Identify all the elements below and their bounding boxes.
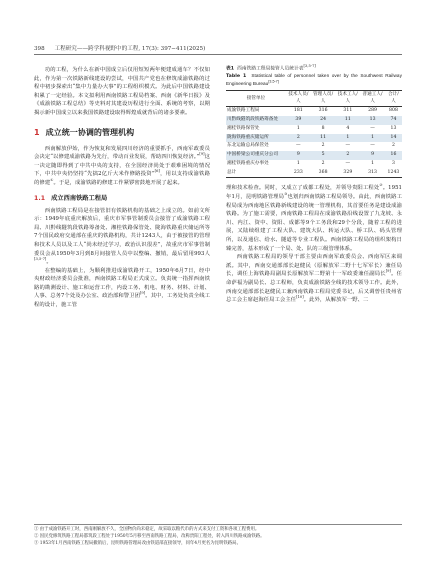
footnote-marker: ①	[50, 178, 54, 183]
table-cell-value: 368	[311, 169, 336, 178]
citation: [6]	[154, 169, 160, 174]
table-cell-value: 1	[296, 161, 300, 167]
section-1-1-paragraph-a	[34, 207, 210, 267]
right-column	[226, 66, 402, 305]
text-run: 理和技术检查。同时，又成立了成都工程处，并领导贵阳工程处	[226, 185, 380, 192]
table-cell-value: 9	[286, 151, 311, 160]
text-run: 。其中，工务处负责全线工程的设计，施工管	[34, 293, 210, 309]
intro-paragraph: 功的工程，为什么在新中国成立后仅用短短两年便建成通车？不仅如此，作为第一次铁路新线建设的尝试，中国共产党也在修筑成渝铁路的过程中初步探索出“集中力量办大事”的工程组织模式。为此后中国铁路建设积累了一定经验。本文拟利用西南铁路工程局档案、西南《新华日报》及《成渝铁路工程总结》等史料对其建设历程进行全面、系统的考察，以期揭示新中国成立以来我国铁路建设取得辉煌成就背后的诸多要素。	[34, 67, 210, 116]
table-cell-value: 2	[335, 151, 360, 160]
table-cell-value: 1243	[385, 169, 402, 178]
text-run: 。任命萨福为副局长、总工程师，负责成渝铁路全线的技术领导工作。此外，西南交通部部长赵健民工兼西南铁路工程局党委书记，后又调曾任贵州省总工会主席赵海任局工会主任	[226, 271, 402, 304]
table-row	[226, 169, 402, 178]
section-1-1-number: 1.1	[34, 194, 46, 202]
table-cell-value: 2	[321, 161, 325, 167]
right-paragraph-2	[226, 253, 402, 305]
table-cell-value: 8	[321, 125, 325, 131]
table-row	[226, 142, 402, 151]
table-cell-value: 313	[360, 169, 385, 178]
header-rule	[34, 54, 402, 55]
journal-citation: 工程研究——跨学科视野中的工程, 17(3): 397−411(2025)	[54, 46, 206, 52]
table-row	[226, 116, 402, 125]
table-cell-value: 1	[296, 125, 300, 131]
section-1-heading	[34, 127, 210, 139]
table-cell-unit: 湘桂铁路重庆办事处	[227, 161, 269, 167]
table-cell-value: 11	[311, 134, 336, 143]
section-1-title: 成立统一协调的管理机构	[45, 127, 135, 137]
right-paragraph-1	[226, 184, 402, 253]
table-caption-cn	[226, 66, 402, 73]
table-header-cell: 技术人员/人	[286, 91, 311, 107]
table-cell-value: —	[370, 143, 375, 149]
page-number: 398	[34, 46, 45, 52]
footnote-3: ③ 1953年1月西南铁路工程局撤销后，昆明铁路管理局改由铁道部直接领导，同年4月更名为昆明铁路局。	[34, 541, 241, 546]
table-cell-value: —	[345, 161, 351, 167]
table-label-en: Table 1	[226, 74, 247, 80]
table-cell-value: 2	[286, 134, 311, 143]
table-header-cell: 接管单位	[226, 91, 286, 107]
citation: [3,5-7]	[34, 257, 47, 262]
table-cell-value: 13	[390, 125, 397, 131]
section-1-1-heading	[34, 194, 210, 203]
running-header	[34, 44, 402, 52]
table-cell-unit: 川黔线隧筑段铁路筹备处	[226, 116, 286, 125]
table-row	[226, 134, 402, 143]
table-cell-value: 1	[371, 161, 375, 167]
table-cell-value: 1	[335, 134, 360, 143]
table-cell-value: 1	[360, 134, 385, 143]
section-1-number: 1	[34, 127, 40, 137]
table-body	[226, 107, 402, 178]
table-title-en: Statistical table of personnel taken over by the Southwest Railway Engineering Bureau	[226, 73, 402, 86]
table-cell-value: 316	[318, 108, 328, 114]
citation: [3,5-7]	[268, 79, 279, 84]
table-cell-value: 3	[391, 161, 395, 167]
footnote-2: ② 因民党修筑铁路工程局都筑段工程处于1950年5月移至西南铁路工程局，改称贵阳工程处，转入四川铁路成渝铁路。	[34, 534, 265, 539]
table-caption	[226, 66, 402, 87]
personnel-table	[226, 90, 402, 178]
table-cell-value: —	[370, 125, 375, 131]
section-1-1-title: 成立西南铁路工程局	[51, 194, 108, 202]
table-row	[226, 151, 402, 160]
table-cell-value: 2	[391, 143, 395, 149]
table-label-cn: 表1	[226, 66, 235, 72]
table-cell-unit: 陇海铁路重庆储运所	[226, 134, 286, 143]
table-cell-value: —	[296, 143, 301, 149]
table-cell-unit: 东北运输总局保管处	[227, 143, 269, 149]
text-run: 在整编的基础上，为顺利推进成渝铁路开工，1950年6月7日，经中央财政经济委员会批准，西南铁路工程局正式成立。负责统一指挥西南铁路的勘测设计、施工和运营工作，内设工务、机电、财务、材料、计划、人事、总务7个处及办公室、政治部和警卫团	[34, 267, 210, 300]
table-caption-en	[226, 73, 402, 87]
footnote-1: ① 由于成渝铁路开工时，西南刚解放不久，全国物价尚未稳定，故采取以粮代币的方式来支付工资和各项工程费用。	[34, 527, 260, 532]
text-run: 。此外，从解放军一野、二	[303, 297, 369, 304]
citation: [9]	[385, 269, 391, 274]
text-run: 。1951年1月，昆明铁路管理局	[226, 185, 402, 200]
footnote-marker: ②	[379, 183, 383, 188]
left-column	[34, 66, 210, 310]
table-cell-value: 11	[335, 116, 360, 125]
table-cell-value: 329	[335, 169, 360, 178]
table-cell-value: 2	[321, 143, 325, 149]
text-run: 这一决定随即得到了中共中央的支持，在全国经济尚处于艰难困境的情况下，中共中央仍坚持“先搞2亿斤大米作修路投资”	[34, 154, 210, 178]
table-cell-unit: 中国桥梁公司重庆分公司	[226, 151, 286, 160]
table-cell-value: 289	[368, 108, 378, 114]
footnote-marker: ③	[284, 192, 288, 197]
table-cell-unit: 成渝铁路工程局	[227, 108, 260, 114]
table-cell-value: 39	[286, 116, 311, 125]
footnote-rule	[34, 524, 402, 525]
table-cell-value: 9	[360, 151, 385, 160]
table-title-cn: 西南铁路工程局接管人员统计表	[237, 66, 304, 72]
table-row	[226, 125, 402, 134]
table-row	[226, 107, 402, 116]
citation: [3,5-7]	[303, 64, 316, 68]
table-header-cell: 管理人员/人	[311, 91, 336, 107]
citation: [9]	[139, 291, 146, 296]
table-cell-value: 808	[389, 108, 398, 114]
text-run: 也划归西南铁路工程局领导。由此，西南铁路工程局成为西南地区铁路新线建设的统一管理机构，其首要任务是建设成渝铁路。为了施工需要，西南铁路工程局在成渝铁路沿线设置了九龙坡、永川、内江、资中、资阳、成都等9个工务段和29个分段，随着工程的进展，又陆续组建了工程大队、建筑大队、转运大队、桥工队、码头管理所，以及通信、给水、隧道等专业工程队。西南铁路工程局的组织架构日臻完善，基本形成了一个局、处、队的三级管理体系。	[226, 194, 402, 252]
table-cell-value: 4	[346, 125, 350, 131]
table-cell-value: 233	[286, 169, 311, 178]
table-header-cell: 普通工人/人	[360, 91, 385, 107]
citation: [10]	[296, 295, 304, 300]
table-cell-value: 74	[385, 116, 402, 125]
section-1-1-paragraph-b	[34, 267, 210, 310]
text-run: 。于是，成渝铁路的修建工作紧锣密鼓地开展了起来。	[53, 179, 183, 186]
table-cell-value: 24	[311, 116, 336, 125]
table-header-row	[226, 91, 402, 107]
table-cell-unit: 总计	[226, 169, 286, 178]
text-run: 西南铁路工程局是在接管旧有铁路机构的基础之上成立的。如前文所示：1949年底重庆解放后，重庆市军事管制委员会接管了成渝铁路工程局、川黔线隧筑段铁路筹备处、湘桂铁路保管处、陇海铁路重庆储运所等7个国民政府交通部在重庆的铁路机构，共计1243人，由于被接管的管理和技术人员以及工人“尚未经过学习，政治认识很差”，故重庆市军事管制委员会从1950年3月到8月间接管人员中以整编、撤销，最后留用993人	[34, 207, 210, 257]
table-cell-value: 13	[360, 116, 385, 125]
table-cell-value: —	[345, 143, 351, 149]
text-run: ，用以支持成渝铁路的修建	[34, 171, 211, 186]
table-header-cell: 合计/人	[385, 91, 402, 107]
table-cell-value: 181	[293, 108, 303, 114]
citation: [9]	[199, 152, 205, 157]
text-run: 西南铁路工程局的领导干部主要由西南军政委员会、西南军区来调派。其中，西南交通部部长赵健民（原解放军二野十七军军长）兼任局长，调任上海铁路局副局长原解放军二野第十一军政委兼任副局长	[226, 254, 402, 278]
table-cell-value: 311	[343, 108, 353, 114]
text-run: 西南解放伊始，作为恢复和发展四川经济的重要抓手，西南军政委员会决定“以修建成渝铁路为先行，带动百业发展，帮助四川恢复经济。”	[34, 145, 210, 161]
section-1-paragraph	[34, 145, 210, 188]
table-cell-unit: 湘桂铁路保管处	[227, 125, 260, 131]
table-header-cell: 技术工人/人	[335, 91, 360, 107]
table-cell-value: 5	[311, 151, 336, 160]
table-row	[226, 160, 402, 169]
table-cell-value: 14	[385, 134, 402, 143]
text-run: 。	[46, 259, 52, 266]
table-cell-value: 16	[385, 151, 402, 160]
